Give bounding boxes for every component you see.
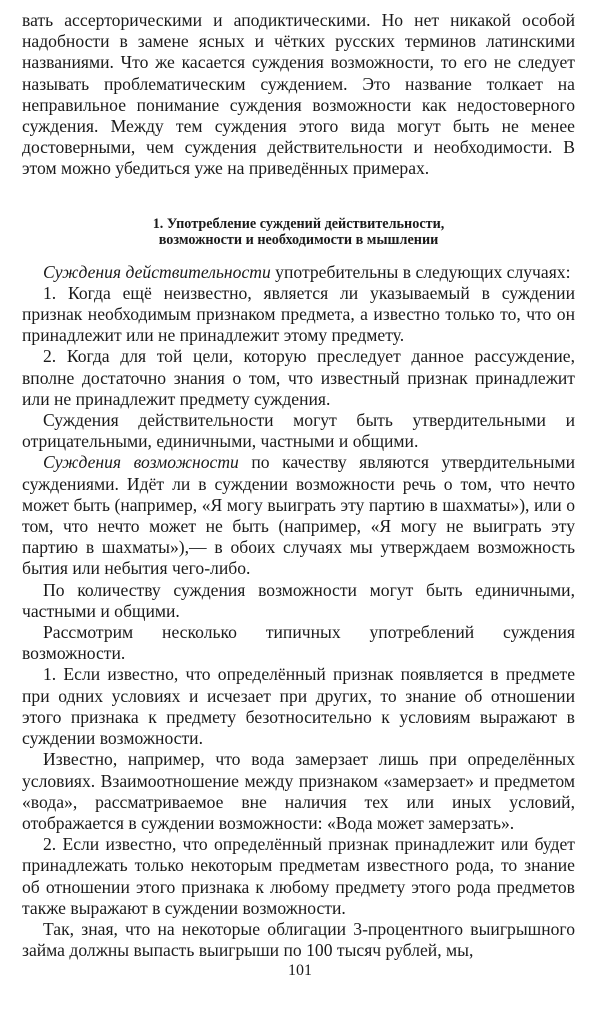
paragraph-case-2: 2. Когда для той цели, которую преследует данное рассуждение, вполне достаточно знания о том, что известный признак принадлежит или не принадлежит предмету суждения.	[22, 346, 575, 409]
section-heading	[22, 216, 575, 248]
paragraph-consider-uses: Рассмотрим несколько типичных употреблений суждения возможности.	[22, 622, 575, 664]
paragraph-reality-kinds: Суждения действительности могут быть утвердительными и отрицательными, единичными, частными и общими.	[22, 410, 575, 452]
term-reality: Суждения действительности	[43, 261, 271, 282]
paragraph-possibility-quality	[22, 452, 575, 579]
page-number: 101	[288, 962, 312, 979]
term-possibility: Суждения возможности	[43, 452, 239, 473]
paragraph-reality-intro	[22, 262, 575, 283]
paragraph-possibility-quantity: По количеству суждения возможности могут быть единичными, частными и общими.	[22, 579, 575, 621]
book-page	[22, 10, 575, 961]
section-heading-line-1: 1. Употребление суждений действительности,	[152, 215, 445, 232]
paragraph-use-2: 2. Если известно, что определённый признак принадлежит или будет принадлежать только некоторым предметам известного рода, то знание об отношении этого признака к любому предмету этого рода предметов также выражают в суждении возможности.	[22, 834, 575, 918]
paragraph-water-example: Известно, например, что вода замерзает лишь при определённых условиях. Взаимоотношение между признаком «замерзает» и предметом «вода», рассматриваемое вне наличия тех или иных условий, отображается в суждении возможности: «Вода может замерзать».	[22, 749, 575, 833]
paragraph-bonds-example: Так, зная, что на некоторые облигации 3-процентного выигрышного займа должны выпасть выигрыши по 100 тысяч рублей, мы,	[22, 918, 575, 961]
paragraph-reality-intro-rest: употребительны в следующих случаях:	[270, 261, 571, 282]
section-heading-line-2: возможности и необходимости в мышлении	[158, 231, 439, 248]
paragraph-continuation: вать ассерторическими и аподиктическими. Но нет никакой особой надобности в замене ясных и чётких русских терминов латинскими названиями. Что же касается суждения возможности, то его не следует называть проблематическим суждением. Это название толкает на неправильное понимание суждения возможности как недостоверного суждения. Между тем суждения этого вида могут быть не менее достоверными, чем суждения действительности и необходимости. В этом можно убедиться уже на приведённых примерах.	[22, 10, 575, 179]
paragraph-use-1: 1. Если известно, что определённый признак появляется в предмете при одних условиях и исчезает при других, то знание об отношении этого признака к предмету безотносительно к условиям выражают в суждении возможности.	[22, 664, 575, 749]
paragraph-possibility-quality-rest: по качеству являются утвердительными суждениями. Идёт ли в суждении возможности речь о том, что нечто может быть (например, «Я могу выиграть эту партию в шахматы»), или о том, что нечто может не быть (например, «Я могу не выиграть эту партию в шахматы»),— в обоих случаях мы утверждаем возможность бытия или небытия чего-либо.	[22, 452, 576, 579]
paragraph-case-1: 1. Когда ещё неизвестно, является ли указываемый в суждении признак необходимым признаком предмета, а известно только то, что он принадлежит или не принадлежит этому предмету.	[22, 282, 575, 346]
